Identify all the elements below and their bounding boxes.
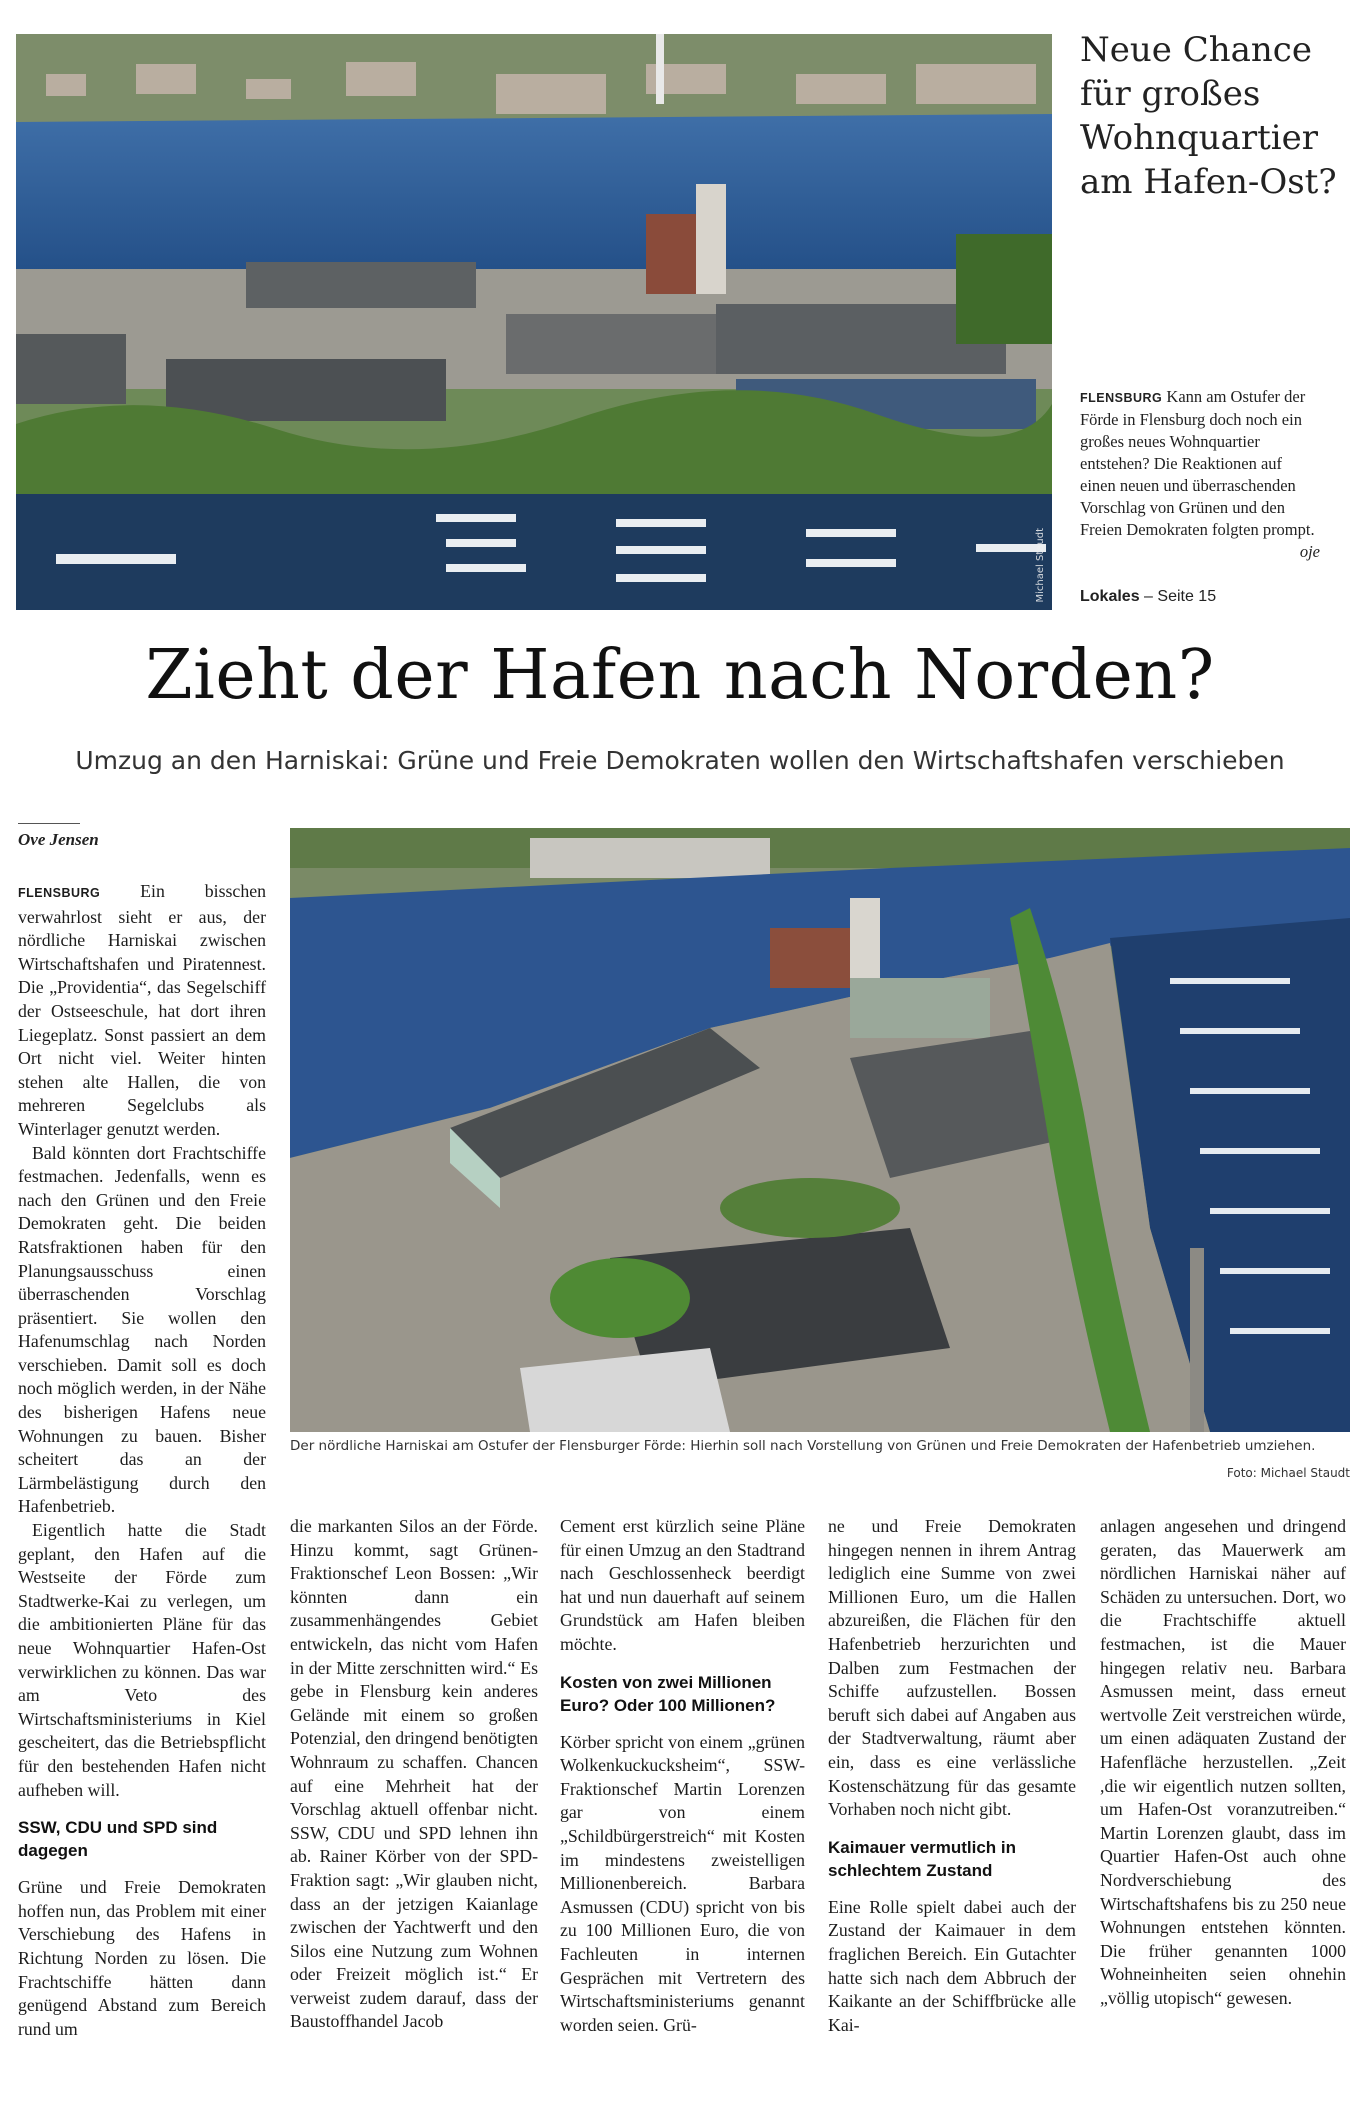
article-headline: Zieht der Hafen nach Norden? [145,636,1215,715]
paragraph: Eigentlich hatte die Stadt geplant, den Hafen auf die Westseite der Förde zum Stadtwerke-Kai zu verlegen, um die ambitionierten Pläne für das neue Wohnquartier Hafen-Ost verwirklichen zu können. Das war am Veto des Wirtschaftsministeriums in Kiel gescheitert, das die Betriebspflicht für den bestehenden Hafen nicht aufheben will. [18,1520,266,1800]
teaser-ref-section: Lokales [1080,588,1140,605]
paragraph: Grüne und Freie Demokraten hoffen nun, das Problem mit einer Verschiebung des Hafens in Richtung Norden zu lösen. Die Frachtschiffe hätten dann genügend Abstand zum Bereich rund um [18,1877,266,2039]
article-photo [290,828,1350,1432]
paragraph: Bald könnten dort Frachtschiffe festmachen. Jedenfalls, wenn es nach den Grünen und den Freie Demokraten geht. Die beiden Ratsfraktionen haben für den Planungsausschuss einen überraschenden Vorschlag präsentiert. Sie wollen den Hafenumschlag nach Norden verschieben. Damit soll es doch noch möglich werden, in der Nähe des bisherigen Hafens neue Wohnungen zu bauen. Bisher scheitert das an der Lärmbelästigung durch den Hafenbetrieb. [18,1142,266,1517]
teaser-text [1080,386,1320,563]
photo-caption: Der nördliche Harniskai am Ostufer der Flensburger Förde: Hierhin soll nach Vorstellung von Grünen und Freie Demokraten der Hafenbetrieb umziehen. [290,1438,1316,1454]
paragraph: Eine Rolle spielt dabei auch der Zustand der Kaimauer in dem fraglichen Bereich. Ein Gutachter hatte sich nach dem Abbruch der Kaikante an der Schiffbrücke alle Kai- [828,1896,1076,2035]
paragraph [18,880,266,1142]
harbor-aerial-image [16,34,1052,610]
teaser-author: oje [1299,542,1320,561]
paragraph-text: Ein bisschen verwahrlost sieht er aus, der nördliche Harniskai zwischen Wirtschaftshafen und Piratennest. Die „Providentia“, das Segelschiff der Ostseeschule, hat dort ihren Liegeplatz. Sonst passiert an dem Ort nicht viel. Weiter hinten stehen alte Hallen, die von mehreren Segelclubs als Winterlager genutzt werden. [18,881,266,1139]
article-column-4 [828,1515,1076,2037]
teaser-photo-credit: Michael Staudt [1035,527,1046,602]
byline-rule [18,823,80,824]
byline: Ove Jensen [18,830,99,849]
article-column-3 [560,1515,805,2037]
teaser-page-reference[interactable] [1080,588,1216,606]
subheading: Kaimauer vermutlich in schlechtem Zustand [828,1837,1017,1880]
subheading: Kosten von zwei Millionen Euro? Oder 100 Millionen? [560,1672,776,1715]
paragraph: Körber spricht von einem „grünen Wolkenkuckucksheim“, SSW-Fraktionschef Martin Lorenzen gar von einem „Schildbürgerstreich“ mit Kosten im mindestens zweistelligen Millionenbereich. Barbara Asmussen (CDU) spricht von bis zu 100 Millionen Euro, die von Fachleuten in internen Gesprächen mit Vertretern des Wirtschaftsministeriums genannt worden seien. Grü- [560,1731,805,2035]
teaser-ref-page: – Seite 15 [1144,588,1217,605]
article-subheadline: Umzug an den Harniskai: Grüne und Freie Demokraten wollen den Wirtschaftshafen verschieben [75,746,1285,775]
paragraph: anlagen angesehen und dringend geraten, das Mauerwerk am nördlichen Harniskai näher auf Schäden zu untersuchen. Dort, wo die Frachtschiffe aktuell festmachen, ist die Mauer hingegen relativ neu. Barbara Asmussen meint, dass erneut wertvolle Zeit verstreichen würde, um einen adäquaten Zustand der Hafenfläche herzustellen. „Zeit ,die wir eigentlich nutzen sollten, um Hafen-Ost voranzutreiben.“ Martin Lorenzen glaubt, dass im Quartier Hafen-Ost auch ohne Nordverschiebung des Wirtschaftshafens bis zu 250 neue Wohnungen entstehen könnten. Die früher genannten 1000 Wohneinheiten seien ohnehin „völlig utopisch“ gewesen. [1100,1516,1346,2008]
teaser-body: Kann am Ostufer der Förde in Flensburg doch noch ein großes neues Wohnquartier entstehen? Die Reaktionen auf einen neuen und überraschenden Vorschlag von Grünen und den Freien Demokraten folgten prompt. [1080,387,1315,539]
article-column-1 [18,880,266,2041]
teaser-dateline: FLENSBURG [1080,391,1163,405]
teaser-photo [16,34,1052,610]
subheading: SSW, CDU und SPD sind dagegen [18,1818,218,1861]
article-column-5 [1100,1515,1346,2010]
teaser-headline[interactable]: Neue Chance für großes Wohnquartier am Hafen-Ost? [1080,30,1337,202]
paragraph: die markanten Silos an der Förde. Hinzu kommt, sagt Grünen-Fraktionschef Leon Bossen: „Wir könnten dann ein zusammenhängendes Gebiet entwickeln, das nicht vom Hafen in der Mitte zerschnitten wird.“ Es gebe in Flensburg kein anderes Gelände mit einem so großen Potenzial, den dringend benötigten Wohnraum zu schaffen. Chancen auf eine Mehrheit hat der Vorschlag aktuell offenbar nicht. SSW, CDU und SPD lehnen ihn ab. Rainer Körber von der SPD-Fraktion sagt: „Wir glauben nicht, dass an der jetzigen Kaianlage zwischen der Yachtwerft und den Silos eine Nutzung zum Wohnen oder Freizeit möglich ist.“ Er verweist zudem darauf, dass der Baustoffhandel Jacob [290,1516,538,2032]
paragraph: ne und Freie Demokraten hingegen nennen in ihrem Antrag lediglich eine Summe von zwei Millionen Euro, um die Hallen abzureißen, die Flächen für den Hafenbetrieb herzurichten und Dalben zum Festmachen der Schiffe aufzustellen. Bossen beruft sich dabei auf Angaben aus der Stadtverwaltung, räumt aber ein, dass es eine verlässliche Kostenschätzung für das gesamte Vorhaben noch nicht gibt. [828,1516,1076,1820]
article-column-2 [290,1515,538,2034]
photo-credit: Foto: Michael Staudt [1226,1466,1350,1480]
article-dateline: FLENSBURG [18,886,101,900]
paragraph: Cement erst kürzlich seine Pläne für einen Umzug an den Stadtrand nach Geschlossenheck beerdigt hat und nun dauerhaft auf seinem Grundstück am Hafen bleiben möchte. [560,1516,805,1654]
harniskai-aerial-image [290,828,1350,1432]
